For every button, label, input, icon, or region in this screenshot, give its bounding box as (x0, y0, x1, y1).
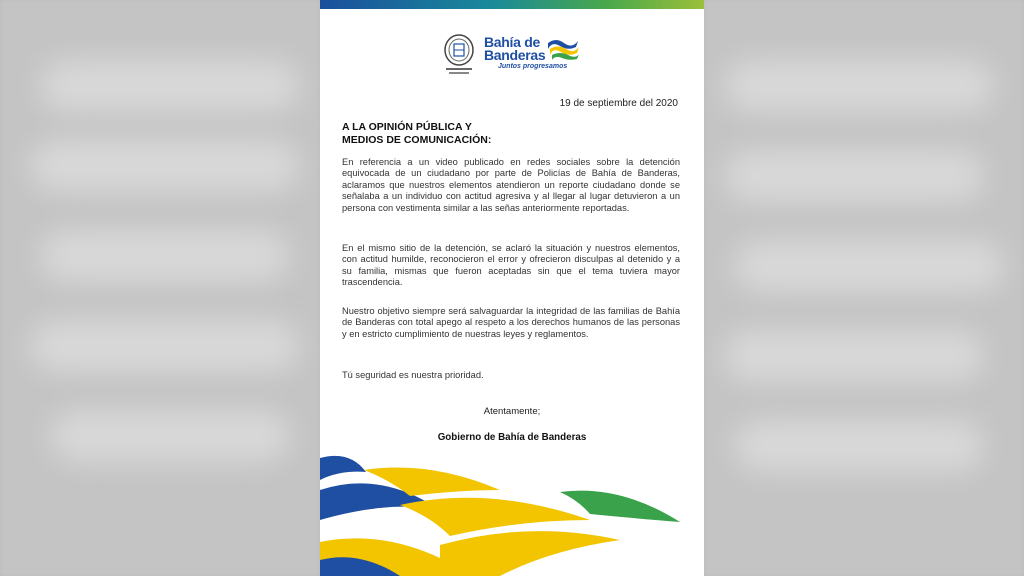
press-release-document (320, 0, 704, 576)
flags-logo-icon (546, 37, 580, 61)
paragraph-4: Tú seguridad es nuestra prioridad. (342, 370, 484, 380)
letter-closing: Atentamente; (483, 406, 541, 417)
municipal-seal-icon (442, 34, 476, 76)
brand-line-1: Bahía de (484, 34, 540, 50)
blurred-bar (30, 140, 300, 192)
paragraph-2: En el mismo sitio de la detención, se aclaró la situación y nuestros elementos, con actitud humilde, reconocieron el error y ofrecieron disculpas al detenido y a su familia, mismas que fueron aceptadas sin que el tema tuviera mayor trascendencia. (342, 243, 680, 288)
paragraph-1: En referencia a un video publicado en redes sociales sobre la detención equivocada de un ciudadano por parte de Policías de Bahía de Banderas, aclaramos que nuestros elementos atendieron un reporte ciudadano donde se señalaba a un individuo con actitud agresiva y al llegar al lugar detuvieron a un persona con vestimenta similar a las señas anteriormente reportadas. (342, 157, 680, 213)
letter-signer: Gobierno de Bahía de Banderas (437, 432, 587, 443)
letter-heading (342, 121, 642, 147)
header-color-band (320, 0, 704, 9)
blurred-bar (724, 60, 994, 112)
decorative-waves (320, 450, 704, 576)
heading-line-2: MEDIOS DE COMUNICACIÓN: (342, 134, 492, 146)
blurred-bar (724, 150, 984, 202)
blurred-bar (40, 60, 300, 112)
background-blur-right (704, 0, 1024, 576)
brand-wordmark (484, 36, 545, 62)
background-blur-left (0, 0, 320, 576)
blurred-bar (30, 320, 300, 372)
blurred-bar (50, 410, 290, 462)
blurred-bar (40, 230, 290, 282)
letter-date: 19 de septiembre del 2020 (559, 98, 678, 109)
brand-tagline: Juntos progresamos (498, 63, 568, 70)
blurred-bar (734, 240, 1004, 292)
blurred-bar (734, 420, 984, 472)
brand-line-2: Banderas (484, 47, 546, 63)
heading-line-1: A LA OPINIÓN PÚBLICA Y (342, 121, 472, 133)
blurred-bar (724, 330, 984, 382)
letterhead-logos (438, 33, 588, 77)
paragraph-3: Nuestro objetivo siempre será salvaguardar la integridad de las familias de Bahía de Banderas con total apego al respeto a los derechos humanos de las personas y en estricto cumplimiento de nuestras leyes y reglamentos. (342, 306, 680, 339)
